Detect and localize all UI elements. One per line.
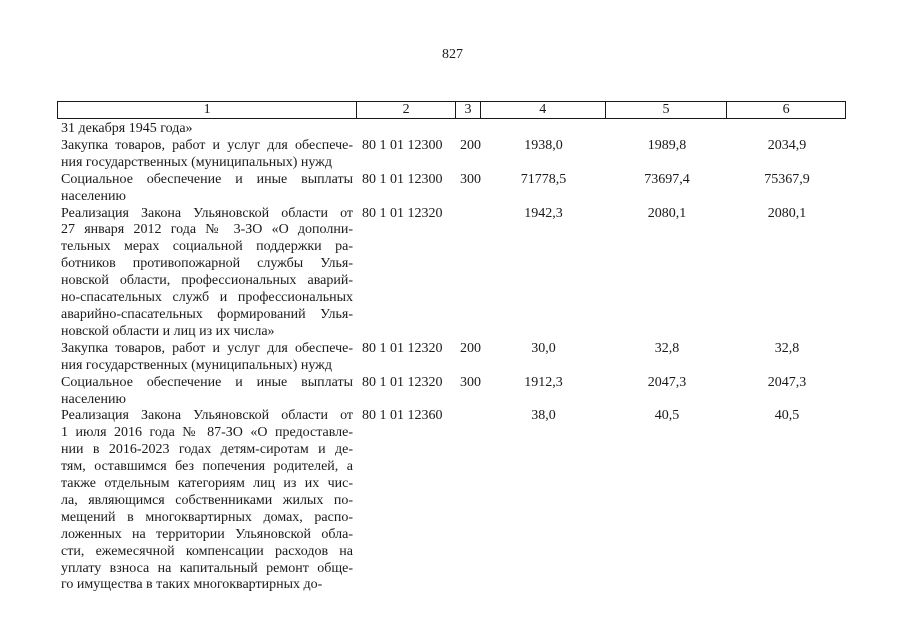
row-value-col6: 40,5 [774, 408, 800, 424]
row-value-col4: 30,0 [531, 340, 556, 356]
header-col-1: 1 [58, 102, 357, 118]
header-col-6: 6 [782, 102, 790, 117]
row-description [57, 206, 357, 341]
row-code: 80 1 01 12320 [362, 374, 443, 390]
table-row [57, 138, 846, 172]
description-line: но-спасательных служб и профессиональных [61, 290, 353, 306]
description-line: аварийно-спасательных формирований Улья- [61, 306, 353, 322]
description-line: ботников противопожарной службы Улья- [61, 256, 353, 272]
table-row [57, 408, 846, 594]
row-value-col6: 2034,9 [767, 137, 807, 153]
row-code: 80 1 01 12320 [362, 205, 443, 221]
description-line: Реализация Закона Ульяновской области от [61, 408, 353, 424]
row-value-col5: 32,8 [654, 340, 680, 356]
description-line: сти, ежемесячной компенсации расходов на [61, 543, 353, 559]
row-description [57, 408, 357, 594]
row-code: 80 1 01 12360 [362, 408, 443, 424]
row-value-col5: 2047,3 [647, 374, 687, 390]
description-line: ния государственных (муниципальных) нужд [61, 357, 332, 373]
description-line: го имущества в таких многоквартирных до- [61, 577, 323, 593]
description-line: также отдельным категориям лиц из их чис- [61, 476, 353, 492]
table-row [57, 172, 846, 206]
row-value-col5: 1989,8 [647, 137, 687, 153]
description-line: уплату взноса на капитальный ремонт обще- [61, 560, 353, 576]
description-line: тельных мерах социальной поддержки ра- [61, 239, 353, 255]
description-line: населению [61, 391, 126, 407]
table-row [57, 206, 846, 341]
header-col-2: 2 [357, 102, 456, 118]
row-value-col6: 2047,3 [767, 374, 807, 390]
description-line: ложенных на территории Ульяновской обла- [61, 526, 353, 542]
description-line: Закупка товаров, работ и услуг для обеспече- [61, 137, 353, 153]
row-value-col6: 75367,9 [764, 171, 810, 187]
description-line: ния государственных (муниципальных) нужд [61, 154, 332, 170]
description-line: Социальное обеспечение и иные выплаты [61, 374, 353, 390]
row-value-col6 [728, 121, 846, 138]
table-body [57, 121, 846, 594]
description-line: мещений в многоквартирных домах, распо- [61, 509, 353, 525]
description-line: Закупка товаров, работ и услуг для обеспече- [61, 340, 353, 356]
description-line: тям, оставшимся без попечения родителей, а [61, 459, 353, 475]
header-col-5: 5 [606, 102, 728, 118]
table-row [57, 341, 846, 375]
row-code: 80 1 01 12300 [362, 137, 443, 153]
row-description [57, 341, 357, 375]
header-col-4: 4 [481, 102, 606, 118]
row-value-col4: 38,0 [531, 408, 556, 424]
table-row [57, 121, 846, 138]
row-type [456, 121, 481, 138]
row-type: 200 [460, 137, 481, 153]
row-value-col5: 2080,1 [647, 205, 687, 221]
row-value-col4: 1942,3 [524, 205, 563, 221]
description-line: нии в 2016-2023 годах детям-сиротам и де- [61, 442, 353, 458]
row-value-col4: 1912,3 [524, 374, 563, 390]
table-header-row [57, 101, 846, 119]
row-value-col5: 40,5 [654, 408, 680, 424]
row-description [57, 172, 357, 206]
description-line: ла, являющимся собственниками жилых по- [61, 492, 353, 508]
row-type: 300 [460, 374, 481, 390]
description-line: новской области, профессиональных аварий- [61, 273, 353, 289]
row-code [357, 121, 456, 138]
row-code: 80 1 01 12300 [362, 171, 443, 187]
page-number: 827 [442, 47, 463, 62]
row-type [456, 408, 481, 594]
description-line: 1 июля 2016 года № 87-ЗО «О предоставле- [61, 425, 353, 441]
description-line: новской области и лиц из их числа» [61, 323, 275, 339]
row-type: 200 [460, 340, 481, 356]
row-code: 80 1 01 12320 [362, 340, 443, 356]
description-line: населению [61, 188, 126, 204]
description-line: 31 декабря 1945 года» [61, 121, 193, 136]
header-col-3: 3 [456, 102, 481, 118]
row-description [57, 121, 357, 138]
row-value-col6: 32,8 [774, 340, 800, 356]
row-value-col4: 1938,0 [524, 137, 563, 153]
row-description [57, 138, 357, 172]
table-row [57, 375, 846, 409]
row-value-col5: 73697,4 [644, 171, 690, 187]
row-value-col4: 71778,5 [520, 171, 567, 187]
row-value-col5 [606, 121, 728, 138]
row-description [57, 375, 357, 409]
row-type [456, 206, 481, 341]
row-value-col6: 2080,1 [767, 205, 807, 221]
row-type: 300 [460, 171, 481, 187]
description-line: Реализация Закона Ульяновской области от [61, 205, 353, 221]
description-line: Социальное обеспечение и иные выплаты [61, 171, 353, 187]
description-line: 27 января 2012 года № 3-ЗО «О дополни- [61, 222, 353, 238]
row-value-col4 [481, 121, 606, 138]
